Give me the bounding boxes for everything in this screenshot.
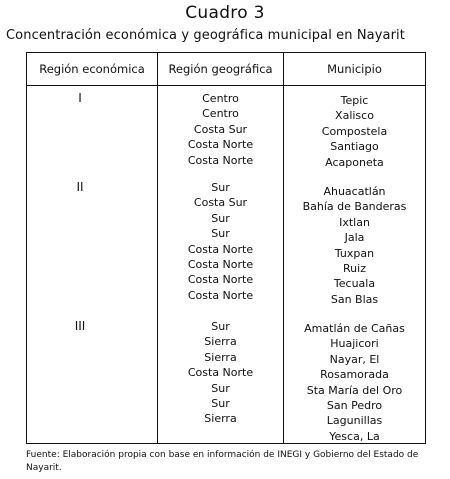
table-header (27, 53, 425, 86)
geo-list (158, 319, 283, 427)
geo-cell: Costa Sur (193, 122, 248, 136)
municipio-cell: Nayar, El (329, 352, 380, 366)
municipio-cell: Acaponeta (325, 155, 384, 169)
municipio-list (284, 321, 425, 444)
region-label: I (78, 91, 82, 105)
geo-cell: Costa Norte (187, 138, 254, 152)
municipio-cell: Jala (344, 231, 365, 245)
municipio-list (284, 93, 425, 170)
municipio-cell: Tuxpan (334, 246, 375, 260)
municipio-cell: Bahía de Banderas (302, 200, 407, 214)
geo-cell: Sur (211, 227, 230, 241)
geo-cell: Sur (211, 211, 230, 225)
municipio-cell: Rosamorada (320, 368, 389, 382)
municipio-cell: Ahuacatlán (323, 185, 386, 198)
source-footnote: Fuente: Elaboración propia con base en información de INEGI y Gobierno del Estado de Nayarit. (26, 450, 419, 473)
geo-cell: Sur (211, 320, 230, 333)
municipio-cell: Compostela (321, 124, 388, 138)
geo-cell: Centro (202, 107, 239, 121)
geo-cell: Sur (211, 181, 230, 194)
municipio-cell: Lagunillas (326, 414, 383, 428)
municipio-list (284, 184, 425, 307)
municipio-cell: Huajicori (330, 337, 379, 351)
municipio-cell: Sta María del Oro (306, 383, 403, 397)
geo-list (158, 91, 283, 168)
header-municipio: Municipio (327, 62, 382, 76)
geo-cell: Sierra (204, 335, 237, 349)
municipio-cell: Yesca, La (329, 429, 380, 443)
municipio-cell: San Blas (330, 292, 379, 306)
municipio-cell: Tepic (340, 94, 369, 107)
municipio-cell: Ruiz (343, 262, 366, 276)
geo-cell: Costa Norte (187, 242, 254, 256)
geo-cell: Sur (211, 381, 230, 395)
geo-cell: Costa Norte (187, 366, 254, 380)
geo-cell: Costa Norte (187, 153, 254, 167)
municipio-cell: San Pedro (326, 399, 383, 413)
geo-cell: Costa Norte (187, 288, 254, 302)
header-region-geografica: Región geográfica (168, 62, 273, 76)
geo-cell: Costa Norte (187, 258, 254, 272)
municipio-cell: Amatlán de Cañas (304, 322, 405, 335)
region-label: II (76, 180, 84, 194)
geo-cell: Sierra (204, 412, 237, 426)
data-table (26, 52, 426, 444)
geo-cell: Costa Norte (187, 273, 254, 287)
geo-cell: Costa Sur (193, 196, 248, 210)
header-region-economica: Región económica (39, 62, 145, 76)
table-subtitle: Concentración económica y geográfica municipal en Nayarit (6, 28, 405, 43)
municipio-cell: Tecuala (333, 277, 376, 291)
region-label: III (74, 319, 86, 333)
municipio-cell: Ixtlan (339, 215, 370, 229)
geo-cell: Centro (202, 92, 239, 105)
geo-list (158, 180, 283, 303)
municipio-cell: Xalisco (335, 109, 374, 123)
table-title: Cuadro 3 (185, 3, 265, 23)
geo-cell: Sur (211, 397, 230, 411)
geo-cell: Sierra (204, 350, 237, 364)
municipio-cell: Santiago (330, 140, 379, 154)
